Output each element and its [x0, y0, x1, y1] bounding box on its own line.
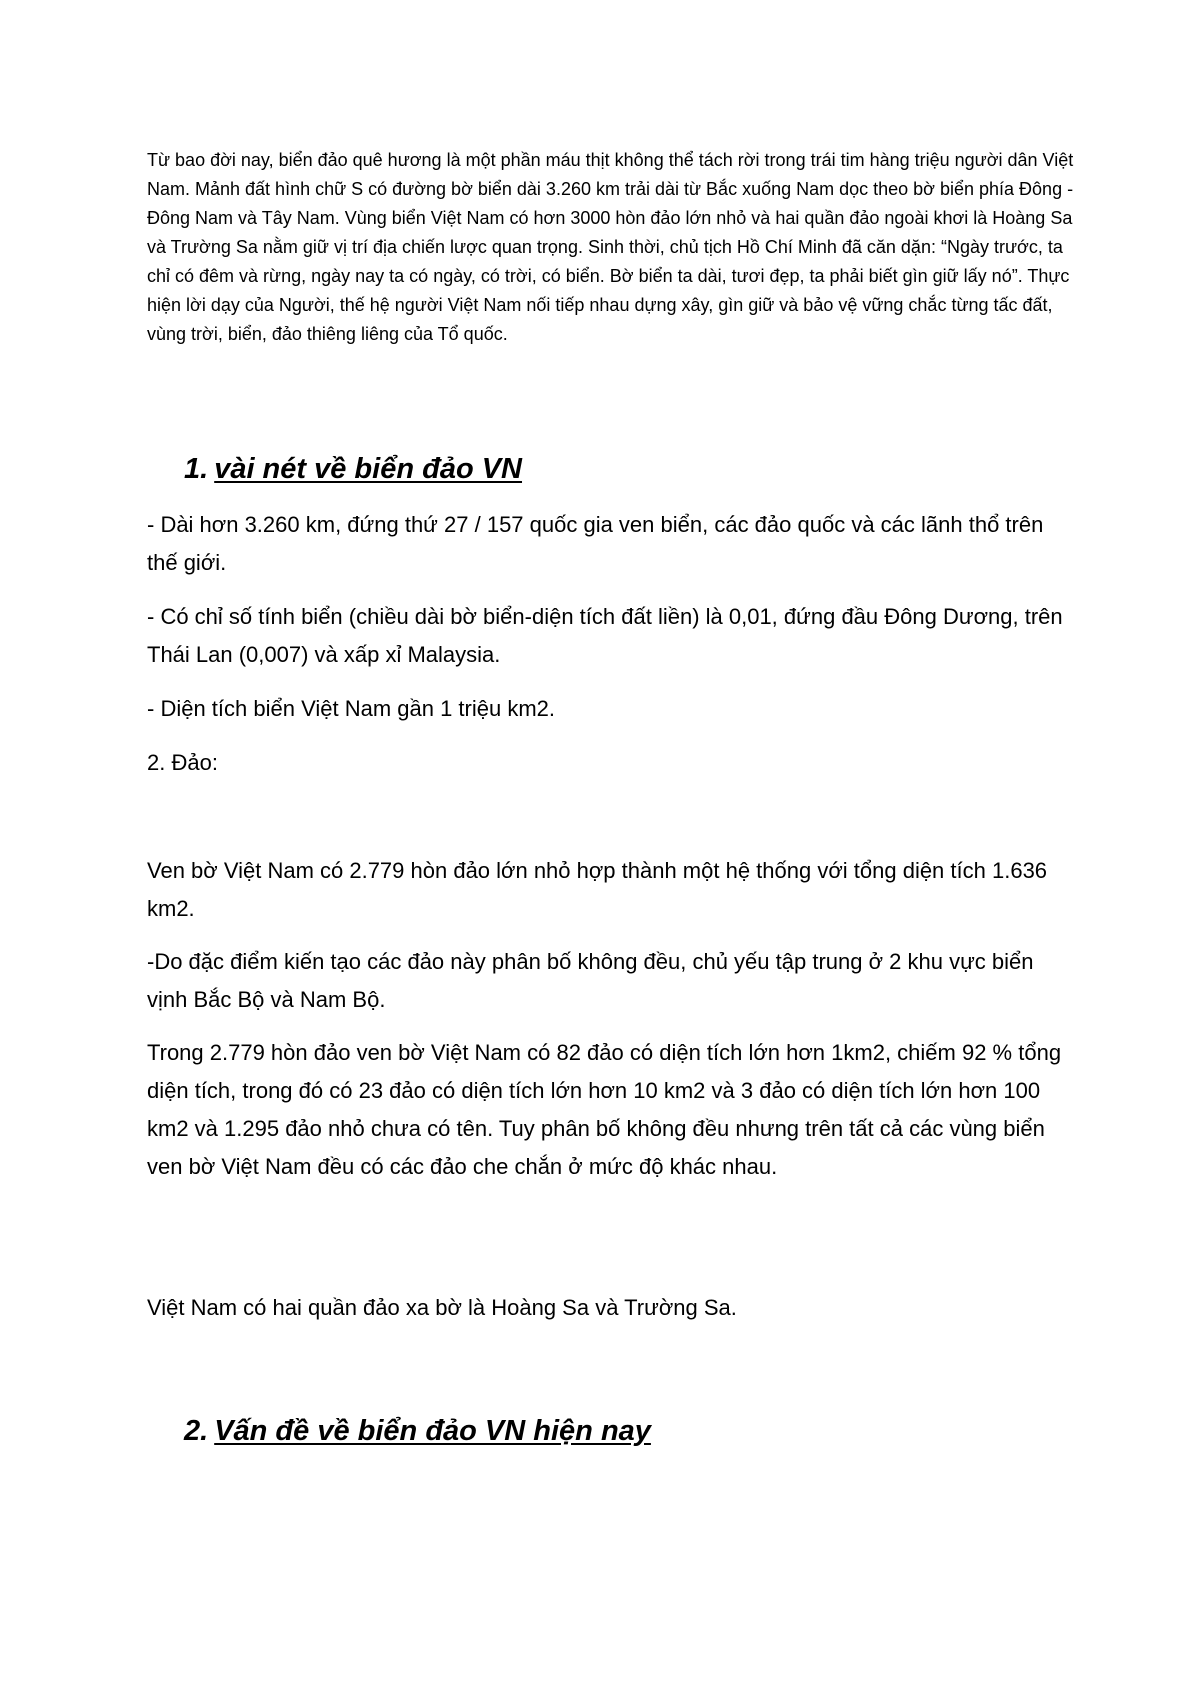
paragraph-island-count: Ven bờ Việt Nam có 2.779 hòn đảo lớn nhỏ hợp thành một hệ thống với tổng diện tích 1.636 km2.	[147, 858, 1048, 921]
section-2-number: 2.	[184, 1415, 209, 1447]
paragraph-sea-index: - Có chỉ số tính biển (chiều dài bờ biển-diện tích đất liền) là 0,01, đứng đầu Đông Dương, trên Thái Lan (0,007) và xấp xỉ Malaysia.	[147, 604, 1063, 667]
subheading-islands: 2. Đảo:	[147, 750, 218, 775]
section-1-number: 1.	[184, 453, 209, 485]
paragraph-archipelagos: Việt Nam có hai quần đảo xa bờ là Hoàng Sa và Trường Sa.	[147, 1295, 737, 1320]
paragraph-island-details: Trong 2.779 hòn đảo ven bờ Việt Nam có 82 đảo có diện tích lớn hơn 1km2, chiếm 92 % tổng diện tích, trong đó có 23 đảo có diện tích lớn hơn 10 km2 và 3 đảo có diện tích lớn hơn 100 km2 và 1.295 đảo nhỏ chưa có tên. Tuy phân bố không đều nhưng trên tất cả các vùng biển ven bờ Việt Nam đều có các đảo che chắn ở mức độ khác nhau.	[147, 1040, 1062, 1179]
section-2-title: Vấn đề về biển đảo VN hiện nay	[214, 1415, 651, 1447]
intro-paragraph: Từ bao đời nay, biển đảo quê hương là một phần máu thịt không thể tách rời trong trái tim hàng triệu người dân Việt Nam. Mảnh đất hình chữ S có đường bờ biển dài 3.260 km trải dài từ Bắc xuống Nam dọc theo bờ biển phía Đông - Đông Nam và Tây Nam. Vùng biển Việt Nam có hơn 3000 hòn đảo lớn nhỏ và hai quần đảo ngoài khơi là Hoàng Sa và Trường Sa nằm giữ vị trí địa chiến lược quan trọng. Sinh thời, chủ tịch Hồ Chí Minh đã căn dặn: “Ngày trước, ta chỉ có đêm và rừng, ngày nay ta có ngày, có trời, có biển. Bờ biển ta dài, tươi đẹp, ta phải biết gìn giữ lấy nó”. Thực hiện lời dạy của Người, thế hệ người Việt Nam nối tiếp nhau dựng xây, gìn giữ và bảo vệ vững chắc từng tấc đất, vùng trời, biển, đảo thiêng liêng của Tổ quốc.	[147, 150, 1074, 344]
paragraph-sea-area: - Diện tích biển Việt Nam gần 1 triệu km2.	[147, 696, 556, 721]
section-1-title: vài nét về biển đảo VN	[214, 453, 523, 485]
paragraph-coastline-length: - Dài hơn 3.260 km, đứng thứ 27 / 157 quốc gia ven biển, các đảo quốc và các lãnh thổ trên thế giới.	[147, 512, 1044, 575]
section-2-heading	[184, 1413, 1114, 1449]
paragraph-island-distribution: -Do đặc điểm kiến tạo các đảo này phân bố không đều, chủ yếu tập trung ở 2 khu vực biển vịnh Bắc Bộ và Nam Bộ.	[147, 949, 1034, 1012]
section-1-heading	[184, 451, 1114, 487]
